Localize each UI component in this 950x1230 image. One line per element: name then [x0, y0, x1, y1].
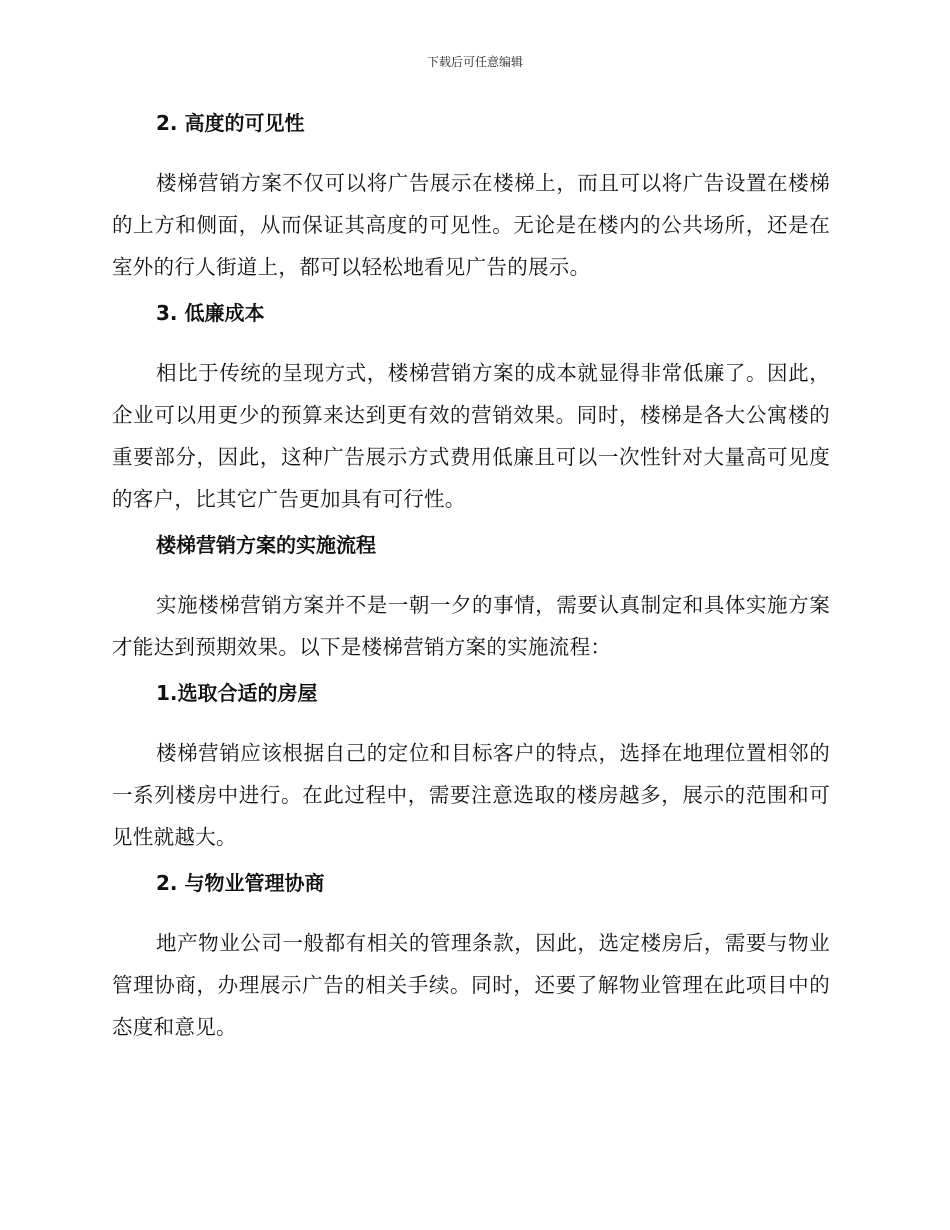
section-heading-select-building: 1.选取合适的房屋 [156, 681, 318, 705]
section-heading-implementation: 楼梯营销方案的实施流程 [156, 533, 376, 557]
section-paragraph-property-negotiation: 地产物业公司一般都有相关的管理条款，因此，选定楼房后，需要与物业管理协商，办理展示广告的相关手续。同时，还要了解物业管理在此项目中的态度和意见。 [112, 931, 830, 1039]
section-paragraph-low-cost: 相比于传统的呈现方式，楼梯营销方案的成本就显得非常低廉了。因此，企业可以用更少的预算来达到更有效的营销效果。同时，楼梯是各大公寓楼的重要部分，因此，这种广告展示方式费用低廉且可以一次性针对大量高可见度的客户，比其它广告更加具有可行性。 [112, 361, 830, 511]
section-heading-visibility: 2. 高度的可见性 [156, 111, 305, 135]
section-heading-property-negotiation: 2. 与物业管理协商 [156, 871, 325, 895]
section-heading-low-cost: 3. 低廉成本 [156, 301, 265, 325]
section-paragraph-select-building: 楼梯营销应该根据自己的定位和目标客户的特点，选择在地理位置相邻的一系列楼房中进行。在此过程中，需要注意选取的楼房越多，展示的范围和可见性就越大。 [112, 741, 830, 849]
section-paragraph-implementation: 实施楼梯营销方案并不是一朝一夕的事情，需要认真制定和具体实施方案才能达到预期效果。以下是楼梯营销方案的实施流程： [112, 593, 830, 659]
section-paragraph-visibility: 楼梯营销方案不仅可以将广告展示在楼梯上，而且可以将广告设置在楼梯的上方和侧面，从而保证其高度的可见性。无论是在楼内的公共场所，还是在室外的行人街道上，都可以轻松地看见广告的展示。 [112, 171, 830, 279]
document-body [112, 108, 830, 1058]
page-header: 下载后可任意编辑 [426, 55, 523, 69]
